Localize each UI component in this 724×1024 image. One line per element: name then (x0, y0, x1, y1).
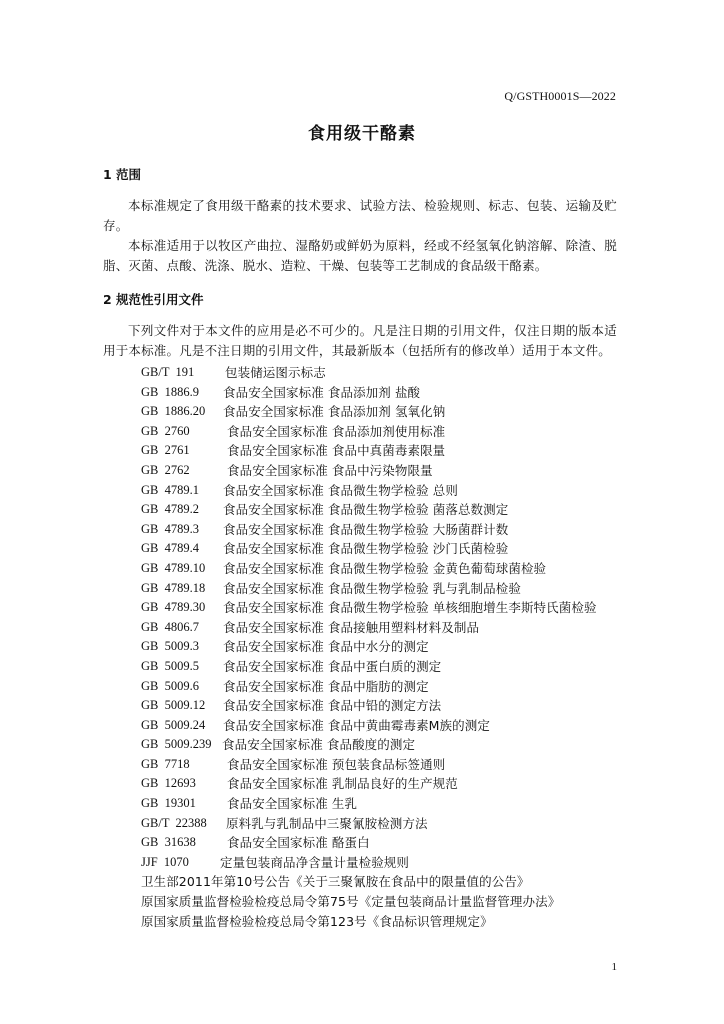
reference-code: GB 7718 (141, 756, 190, 771)
reference-code: GB 2762 (141, 462, 190, 477)
reference-code: GB 4789.30 (141, 600, 206, 615)
reference-title: 食品安全国家标准 食品微生物学检验 沙门氏菌检验 (223, 541, 509, 557)
reference-code: GB 4806.7 (141, 619, 199, 634)
reference-item (141, 755, 597, 775)
page-number: 1 (611, 961, 617, 973)
reference-item (141, 598, 597, 618)
reference-item (141, 559, 597, 579)
reference-title: 食品安全国家标准 食品中真菌毒素限量 (227, 443, 446, 459)
reference-code: GB 5009.12 (141, 698, 206, 713)
reference-code: GB 2760 (141, 423, 190, 438)
reference-title: 食品安全国家标准 食品添加剂 氢氧化钠 (223, 404, 446, 420)
reference-item (141, 833, 597, 853)
reference-item (141, 696, 597, 716)
reference-title: 食品安全国家标准 食品微生物学检验 总则 (223, 482, 458, 498)
reference-title: 食品安全国家标准 食品微生物学检验 菌落总数测定 (223, 502, 509, 518)
reference-title: 卫生部2011年第10号公告《关于三聚氰胺在食品中的限量值的公告》 (141, 874, 530, 890)
reference-title: 食品安全国家标准 食品添加剂 盐酸 (223, 384, 421, 400)
reference-item (141, 422, 597, 442)
reference-item (141, 363, 597, 383)
scope-paragraph-2: 本标准适用于以牧区产曲拉、湿酪奶或鲜奶为原料，经或不经氢氧化钠溶解、除渣、脱脂、灭菌、点酸、洗涤、脱水、造粒、干燥、包装等工艺制成的食品级干酪素。 (103, 238, 617, 273)
reference-item (141, 500, 597, 520)
reference-item (141, 441, 597, 461)
reference-item (141, 794, 597, 814)
standard-code: Q/GSTH0001S—2022 (504, 89, 616, 103)
reference-list (141, 363, 597, 931)
reference-title: 食品安全国家标准 乳制品良好的生产规范 (227, 776, 458, 792)
reference-title: 定量包装商品净含量计量检验规则 (220, 854, 410, 870)
reference-code: GB 4789.10 (141, 560, 206, 575)
reference-code: GB 4789.1 (141, 482, 199, 497)
reference-code: GB 4789.3 (141, 521, 199, 536)
reference-code: GB 31638 (141, 835, 196, 850)
reference-title: 食品安全国家标准 预包装食品标签通则 (227, 756, 446, 772)
reference-code: GB 5009.5 (141, 658, 199, 673)
reference-title: 食品安全国家标准 食品中污染物限量 (227, 462, 433, 478)
reference-title: 食品安全国家标准 生乳 (227, 796, 358, 812)
reference-item (141, 618, 597, 638)
reference-title: 食品安全国家标准 食品中黄曲霉毒素M族的测定 (223, 717, 490, 733)
reference-title: 食品安全国家标准 酪蛋白 (227, 835, 370, 851)
reference-code: GB 5009.24 (141, 717, 206, 732)
reference-item (141, 872, 597, 892)
reference-title: 食品安全国家标准 食品微生物学检验 金黄色葡萄球菌检验 (223, 560, 547, 576)
reference-title: 食品安全国家标准 食品中脂肪的测定 (223, 678, 429, 694)
reference-code: GB 4789.4 (141, 541, 199, 556)
reference-title: 食品安全国家标准 食品中蛋白质的测定 (223, 658, 442, 674)
reference-code: GB 12693 (141, 776, 196, 791)
reference-code: GB/T 191 (141, 365, 195, 379)
reference-item (141, 481, 597, 501)
reference-title: 包装储运图示标志 (225, 365, 326, 380)
reference-item (141, 657, 597, 677)
reference-item (141, 637, 597, 657)
reference-title: 食品安全国家标准 食品微生物学检验 乳与乳制品检验 (223, 580, 521, 596)
reference-title: 食品安全国家标准 食品接触用塑料材料及制品 (223, 619, 480, 635)
reference-title: 原料乳与乳制品中三聚氰胺检测方法 (226, 815, 428, 831)
section-heading-normative-references: 2 规范性引用文件 (103, 292, 204, 307)
reference-code: GB 19301 (141, 796, 196, 811)
reference-item (141, 677, 597, 697)
reference-code: GB 5009.3 (141, 639, 199, 654)
reference-item (141, 579, 597, 599)
reference-code: GB 5009.239 (141, 737, 212, 752)
reference-title: 食品安全国家标准 食品中铅的测定方法 (223, 698, 442, 714)
reference-title: 原国家质量监督检验检疫总局令第123号《食品标识管理规定》 (141, 913, 493, 929)
reference-title: 食品安全国家标准 食品酸度的测定 (222, 737, 416, 753)
reference-title: 原国家质量监督检验检疫总局令第75号《定量包装商品计量监督管理办法》 (141, 894, 561, 910)
reference-item (141, 892, 597, 912)
reference-code: JJF 1070 (141, 854, 189, 869)
document-title: 食用级干酪素 (308, 124, 416, 144)
reference-item (141, 383, 597, 403)
reference-item (141, 853, 597, 873)
scope-paragraph-1: 本标准规定了食用级干酪素的技术要求、试验方法、检验规则、标志、包装、运输及贮存。 (103, 198, 617, 233)
reference-title: 食品安全国家标准 食品中水分的测定 (223, 639, 429, 655)
reference-item (141, 912, 597, 932)
reference-code: GB/T 22388 (141, 815, 207, 830)
reference-title: 食品安全国家标准 食品添加剂使用标准 (227, 423, 446, 439)
reference-item (141, 716, 597, 736)
reference-item (141, 814, 597, 834)
reference-title: 食品安全国家标准 食品微生物学检验 大肠菌群计数 (223, 521, 509, 537)
reference-item (141, 461, 597, 481)
reference-title: 食品安全国家标准 食品微生物学检验 单核细胞增生李斯特氏菌检验 (223, 600, 597, 616)
reference-code: GB 1886.20 (141, 404, 206, 419)
reference-item (141, 402, 597, 422)
reference-code: GB 1886.9 (141, 384, 199, 399)
reference-item (141, 735, 597, 755)
reference-item (141, 539, 597, 559)
reference-code: GB 5009.6 (141, 678, 199, 693)
references-intro-paragraph: 下列文件对于本文件的应用是必不可少的。凡是注日期的引用文件，仅注日期的版本适用于本标准。凡是不注日期的引用文件，其最新版本（包括所有的修改单）适用于本文件。 (103, 323, 617, 358)
reference-item (141, 774, 597, 794)
reference-code: GB 4789.18 (141, 580, 206, 595)
section-heading-scope: 1 范围 (103, 167, 142, 182)
reference-code: GB 4789.2 (141, 502, 199, 517)
reference-item (141, 520, 597, 540)
reference-code: GB 2761 (141, 443, 190, 458)
